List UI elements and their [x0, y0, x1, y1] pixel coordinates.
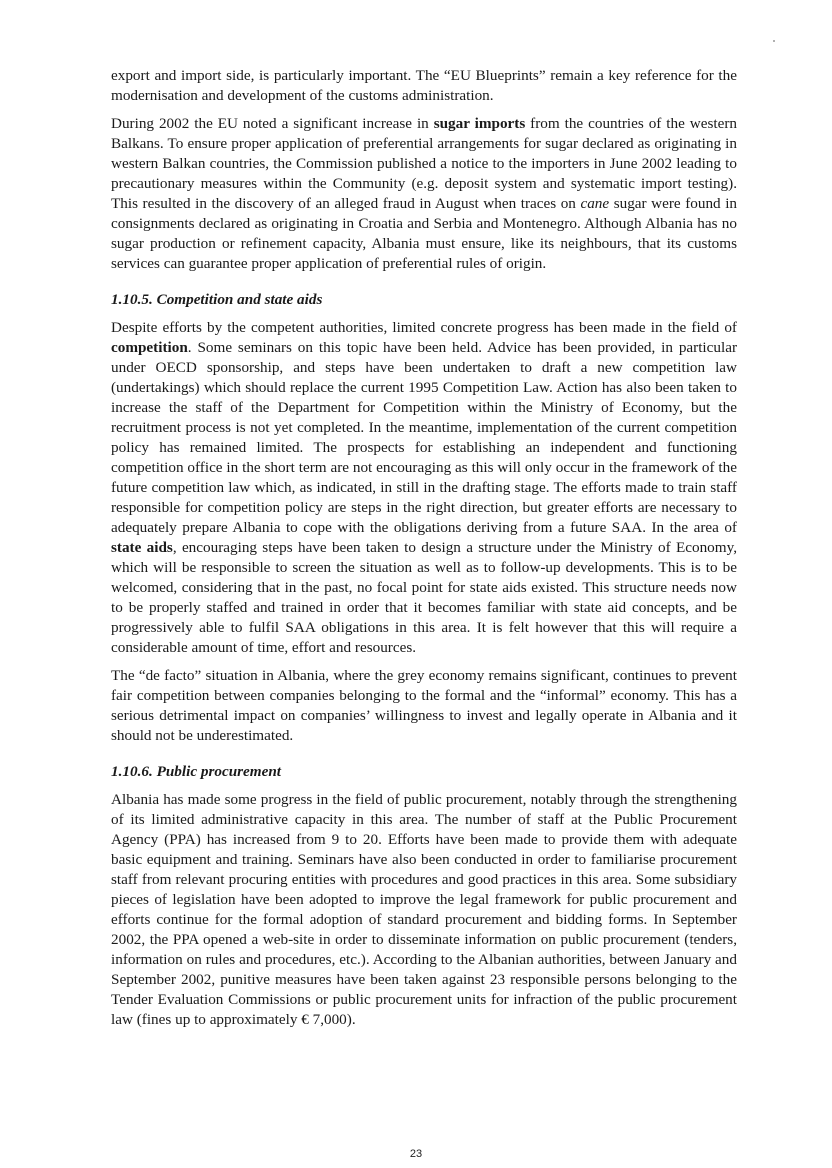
- paragraph-sugar-imports: [111, 114, 737, 274]
- section-heading-competition: 1.10.5. Competition and state aids: [111, 291, 323, 308]
- sugar-text-2: from the countries of the western Balkans. To ensure proper application of preferential arrangements for sugar declared as originating in western Balkan countries, the Commission published a notice to the importers in June 2002 leading to precautionary measures within the Community (e.g. deposit system and systematic import testing). This resulted in the discovery of an alleged fraud in August when traces on: [111, 115, 737, 212]
- page-number: 23: [409, 1148, 423, 1160]
- competition-text-2: . Some seminars on this topic have been held. Advice has been provided, in particular under OECD sponsorship, and steps have been undertaken to draft a new competition law (undertakings) which should replace the current 1995 Competition Law. Action has also been taken to increase the staff of the Department for Competition within the Ministry of Economy, but the recruitment process is not yet completed. In the meantime, implementation of the current competition policy has remained limited. The prospects for establishing an independent and functioning competition office in the short term are not encouraging as this will only occur in the framework of the future competition law which, as indicated, in still in the drafting stage. The efforts made to train staff responsible for competition policy are steps in the right direction, but greater efforts are necessary to adequately prepare Albania to cope with the obligations deriving from a future SAA. In the area of: [111, 339, 737, 536]
- scan-mark: [773, 40, 775, 42]
- section-heading-procurement: 1.10.6. Public procurement: [111, 763, 282, 780]
- state-aids-term: state aids: [111, 539, 173, 556]
- procurement-text: Albania has made some progress in the field of public procurement, notably through the strengthening of its limited administrative capacity in this area. The number of staff at the Public Procurement Agency (PPA) has increased from 9 to 20. Efforts have been made to provide them with adequate basic equipment and training. Seminars have also been conducted in order to familiarise procurement staff from relevant procuring entities with procedures and good practices in this area. Some subsidiary pieces of legislation have been adopted to improve the legal framework for public procurement and efforts continue for the formal adoption of standard procurement and bidding forms. In September 2002, the PPA opened a web-site in order to disseminate information on public procurement (tenders, information on rules and procedures, etc.). According to the Albanian authorities, between January and September 2002, punitive measures have been taken against 23 responsible persons belonging to the Tender Evaluation Commissions or public procurement units for infraction of the public procurement law (fines up to approximately € 7,000).: [111, 791, 737, 1028]
- paragraph-customs-text: export and import side, is particularly important. The “EU Blueprints” remain a key reference for the modernisation and development of the customs administration.: [111, 67, 737, 104]
- sugar-text-3: sugar were found in consignments declared as originating in Croatia and Serbia and Montenegro. Although Albania has no sugar production or refinement capacity, Albania must ensure, like its neighbours, that its customs services can guarantee proper application of preferential rules of origin.: [111, 195, 738, 272]
- paragraph-procurement: [111, 790, 737, 1030]
- competition-text-3: , encouraging steps have been taken to design a structure under the Ministry of Economy, which will be responsible to screen the situation as well as to follow-up developments. This is to be welcomed, considering that in the past, no focal point for state aids existed. This structure needs now to be properly staffed and trained in order that it becomes familiar with state aid concepts, and be progressively able to fulfil SAA obligations in this area. It is felt however that this will require a considerable amount of time, effort and resources.: [111, 539, 737, 656]
- sugar-imports-term: sugar imports: [433, 115, 526, 132]
- sugar-text-1: During 2002 the EU noted a significant increase in: [111, 115, 434, 132]
- cane-term: cane: [580, 195, 610, 212]
- paragraph-de-facto: [111, 666, 737, 746]
- competition-text-1: Despite efforts by the competent authorities, limited concrete progress has been made in the field of: [111, 319, 737, 336]
- de-facto-text: The “de facto” situation in Albania, where the grey economy remains significant, continues to prevent fair competition between companies belonging to the formal and the “informal” economy. This has a serious detrimental impact on companies’ willingness to invest and legally operate in Albania and it should not be underestimated.: [111, 667, 737, 744]
- document-page: [111, 66, 737, 1038]
- paragraph-customs: [111, 66, 737, 106]
- competition-term: competition: [111, 339, 188, 356]
- paragraph-competition: [111, 318, 737, 658]
